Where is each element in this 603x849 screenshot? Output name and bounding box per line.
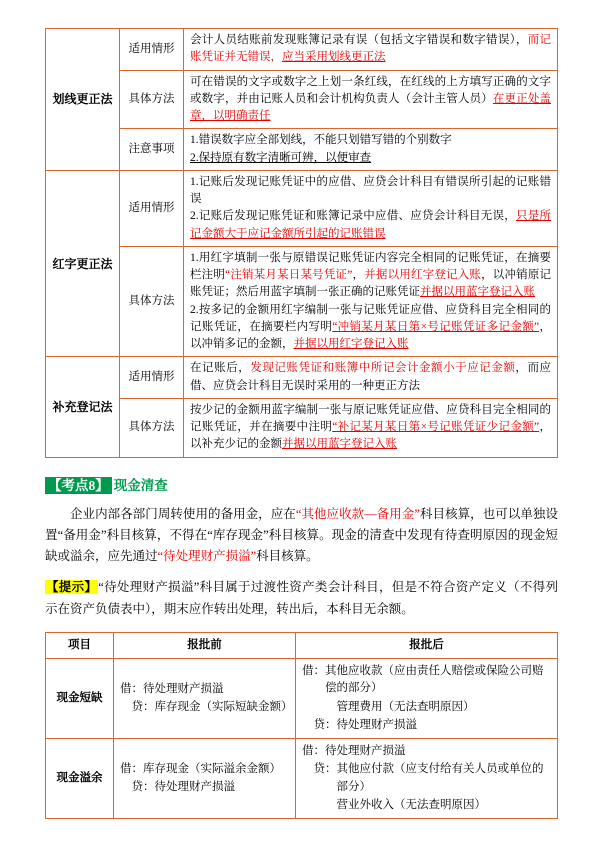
text-segment: 并据以用蓝字登记入账 bbox=[282, 438, 397, 451]
content-cell bbox=[184, 170, 558, 246]
text-segment: 2.保持原有数字清晰可辨，以便审查 bbox=[190, 151, 372, 164]
text-segment: ，以冲销多记的金额， bbox=[190, 320, 552, 350]
item-name-cell: 现金溢余 bbox=[46, 739, 114, 819]
cell-paragraph bbox=[190, 360, 551, 395]
entry-line: 借：待处理财产损溢 bbox=[120, 682, 224, 695]
cell-paragraph bbox=[190, 208, 551, 243]
cell-paragraph bbox=[190, 32, 551, 67]
text-segment: 按少记的金额用蓝字编制一张与原记账凭证应借、应贷科目完全相同的记账凭证，并在摘要中注明 bbox=[190, 403, 551, 433]
text-segment: 会计人员结账前发现账簿记录有误（包括文字错误和数字错误）， bbox=[190, 34, 528, 46]
text-segment: 并据以用红字登记入账 bbox=[364, 269, 482, 281]
cell-paragraph bbox=[190, 250, 551, 302]
text-segment: 在更正处盖章，以明确责任 bbox=[190, 92, 552, 122]
entry-line: 借：其他应收款（应由责任人赔偿或保险公司赔偿的部分） bbox=[302, 665, 544, 695]
cell-paragraph bbox=[190, 402, 551, 454]
text-segment: 1.记账后发现记账凭证中的应借、应贷会计科目有错误所引起的记账错误 bbox=[190, 175, 551, 205]
text-segment: ，以冲销原记账凭证；然后用蓝字填制一张正确的记账凭证 bbox=[190, 269, 552, 299]
entry-line: 借：待处理财产损溢 bbox=[302, 745, 406, 757]
entry-line: 贷：库存现金（实际短缺金额） bbox=[131, 701, 293, 713]
journal-entry-cell bbox=[296, 739, 558, 819]
table-row bbox=[46, 659, 558, 739]
cash-check-table bbox=[45, 632, 558, 819]
table-row bbox=[46, 357, 558, 399]
column-header: 项目 bbox=[46, 632, 114, 658]
content-cell bbox=[184, 129, 558, 171]
table-row bbox=[46, 246, 558, 357]
correction-methods-table bbox=[45, 28, 558, 458]
text-segment: 1.用红字填制一张与原错误记账凭证内容完全相同的记账凭证，在摘要栏注明 bbox=[190, 251, 551, 281]
content-cell bbox=[184, 357, 558, 399]
cell-paragraph bbox=[190, 150, 551, 167]
text-segment: 科目核算。 bbox=[256, 549, 319, 563]
method-name-cell: 补充登记法 bbox=[46, 357, 120, 457]
tip-paragraph bbox=[45, 577, 558, 620]
table-row bbox=[46, 739, 558, 819]
journal-entry-cell bbox=[296, 659, 558, 739]
journal-entry-cell bbox=[114, 659, 296, 739]
cell-paragraph bbox=[190, 132, 551, 149]
text-segment: “补记某月某日第×号记账凭证少记金额” bbox=[332, 421, 540, 433]
table-row bbox=[46, 170, 558, 246]
entry-line: 管理费用（无法查明原因） bbox=[336, 700, 475, 713]
text-segment: 企业内部各部门周转使用的备用金，应在 bbox=[70, 506, 296, 521]
text-segment: 只是所记金额大于应记金额所引起的记账错误 bbox=[190, 210, 552, 240]
text-segment: “注销某月某日某号凭证” bbox=[225, 269, 353, 281]
row-label-cell: 适用情形 bbox=[120, 170, 184, 246]
entry-line: 营业外收入（无法查明原因） bbox=[336, 798, 486, 811]
tip-badge: 【提示】 bbox=[46, 580, 98, 595]
entry-line: 贷：其他应付款（应支付给有关人员或单位的部分） bbox=[313, 763, 544, 793]
content-cell bbox=[184, 70, 558, 129]
row-label-cell: 适用情形 bbox=[120, 357, 184, 399]
cell-paragraph bbox=[190, 302, 551, 354]
text-segment: 科目核算，也可以单独设置“备用金”科目核算，不得在“库存现金”科目核算。现金的清查中发现有待查明原因的现金短缺或溢余，应先通过 bbox=[45, 506, 558, 563]
text-segment: ，以补充少记的金额 bbox=[190, 421, 552, 451]
text-segment: “待处理财产损溢”科目属于过渡性资产类会计科目，但是不符合资产定义（不得列示在资产负债表中），期末应作转出处理，转出后，本科目无余额。 bbox=[45, 580, 558, 616]
topic-badge: 【考点8】 bbox=[45, 477, 112, 494]
cell-paragraph bbox=[190, 174, 551, 209]
text-segment: 并据以用红字登记入账 bbox=[293, 338, 409, 350]
row-label-cell: 适用情形 bbox=[120, 29, 184, 71]
text-segment: 而记账凭证并无错误， bbox=[190, 34, 551, 64]
text-segment: 可在错误的文字或数字之上划一条红线，在红线的上方填写正确的文字或数字，并由记账人员和会计机构负责人（会计主管人员） bbox=[190, 75, 551, 105]
column-header: 报批后 bbox=[296, 632, 558, 658]
row-label-cell: 注意事项 bbox=[120, 129, 184, 171]
content-cell bbox=[184, 29, 558, 71]
table-row bbox=[46, 70, 558, 129]
text-segment: 并据以用蓝字登记入账 bbox=[420, 286, 535, 299]
table-row bbox=[46, 29, 558, 71]
text-segment: 1.错误数字应全部划线，不能只划错写错的个别数字 bbox=[190, 134, 452, 147]
content-cell bbox=[184, 246, 558, 357]
text-segment: 应当采用划线更正法 bbox=[282, 51, 386, 64]
text-segment: 发现记账凭证和账簿中所记会计金额小于应记金额 bbox=[250, 362, 516, 375]
text-segment: ， bbox=[352, 269, 365, 281]
cell-paragraph bbox=[190, 74, 551, 126]
text-segment: ，而应借、应贷会计科目无误时采用的一种更正方法 bbox=[190, 362, 552, 392]
text-segment: 在记账后， bbox=[190, 362, 251, 375]
entry-line: 贷：待处理财产损溢 bbox=[131, 781, 235, 793]
method-name-cell: 划线更正法 bbox=[46, 29, 120, 171]
text-segment: 2.按多记的金额用红字编制一张与记账凭证应借、应贷科目完全相同的记账凭证，在摘要栏内写明 bbox=[190, 303, 551, 333]
method-name-cell: 红字更正法 bbox=[46, 170, 120, 357]
row-label-cell: 具体方法 bbox=[120, 398, 184, 457]
table-row bbox=[46, 398, 558, 457]
column-header: 报批前 bbox=[114, 632, 296, 658]
content-cell bbox=[184, 398, 558, 457]
section-heading bbox=[45, 474, 558, 494]
row-label-cell: 具体方法 bbox=[120, 70, 184, 129]
entry-line: 借：库存现金（实际溢余金额） bbox=[120, 762, 281, 775]
topic-title: 现金清查 bbox=[113, 477, 168, 493]
table-header-row bbox=[46, 632, 558, 658]
row-label-cell: 具体方法 bbox=[120, 246, 184, 357]
text-segment: “待处理财产损溢” bbox=[157, 549, 257, 563]
text-segment: 2.记账后发现记账凭证和账簿记录中应借、应贷会计科目无误， bbox=[190, 210, 517, 223]
text-segment: “冲销某月某日第×号记账凭证多记金额” bbox=[332, 320, 540, 333]
body-paragraph bbox=[45, 504, 558, 568]
entry-line: 贷：待处理财产损溢 bbox=[313, 718, 417, 731]
journal-entry-cell bbox=[114, 739, 296, 819]
text-segment: “其他应收款—备用金” bbox=[295, 506, 420, 521]
item-name-cell: 现金短缺 bbox=[46, 659, 114, 739]
table-row bbox=[46, 129, 558, 171]
